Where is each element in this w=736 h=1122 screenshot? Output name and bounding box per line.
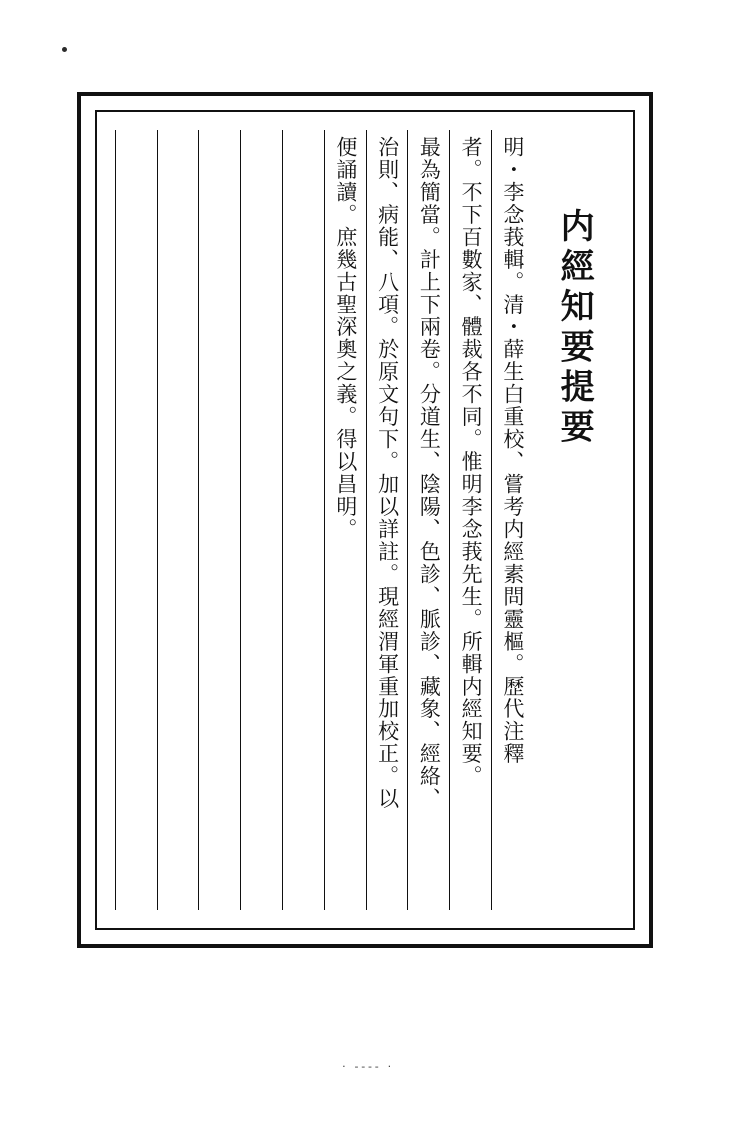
text-block <box>115 130 615 910</box>
column-9 <box>157 130 199 910</box>
column-7 <box>240 130 282 910</box>
column-3 <box>407 130 449 910</box>
registration-dot <box>62 47 67 52</box>
column-text-4: 治則、病能、八項。於原文句下。加以詳註。現經渭軍重加校正。以 <box>375 136 400 811</box>
column-title <box>533 130 615 910</box>
column-8 <box>198 130 240 910</box>
column-10 <box>115 130 157 910</box>
column-text-3: 最為簡當。計上下兩卷。分道生、陰陽、色診、脈診、藏象、經絡、 <box>417 136 442 811</box>
page-border-inner <box>95 110 635 930</box>
column-5 <box>324 130 366 910</box>
column-2 <box>449 130 491 910</box>
page-footer-mark: · ---- · <box>342 1060 394 1073</box>
column-4 <box>366 130 408 910</box>
page-title: 内經知要提要 <box>554 208 595 449</box>
column-text-2: 者。不下百數家、體裁各不同。惟明李念莪先生。所輯内經知要。 <box>459 136 484 788</box>
page-border-outer <box>77 92 653 948</box>
column-text-1: 明・李念莪輯。清・薛生白重校、嘗考内經素問靈樞。歷代注釋 <box>500 136 525 766</box>
column-1 <box>491 130 533 910</box>
column-6 <box>282 130 324 910</box>
column-text-5: 便誦讀。庶幾古聖深奧之義。得以昌明。 <box>333 136 358 541</box>
